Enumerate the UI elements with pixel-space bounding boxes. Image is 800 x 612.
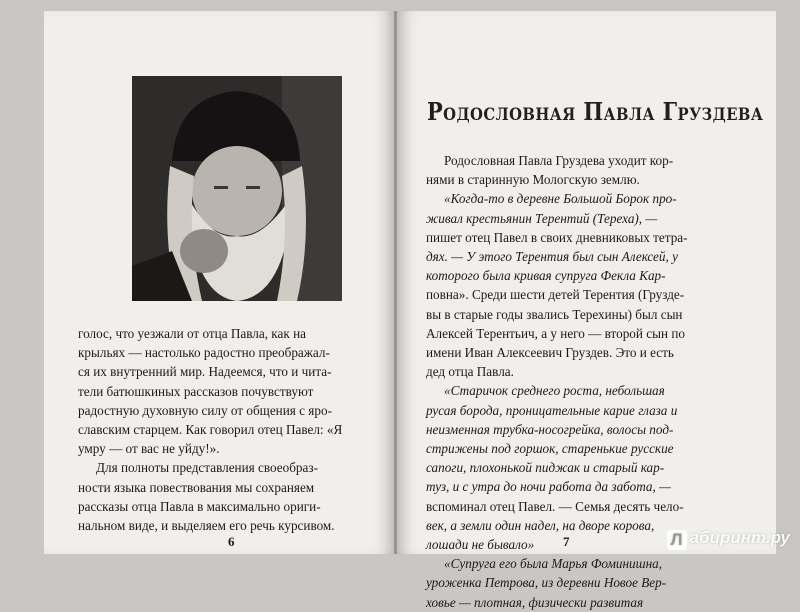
left-body-text bbox=[78, 324, 378, 535]
text-line: туз, и с утра до ночи работа да забота, — bbox=[426, 479, 671, 495]
text-line: голос, что уезжали от отца Павла, как на bbox=[78, 326, 306, 341]
labirint-logo-mark: Л bbox=[667, 530, 687, 550]
text-line: «Супруга его была Марья Фоминишна, bbox=[444, 556, 663, 572]
text-line: «Когда-то в деревне Большой Борок про- bbox=[444, 191, 677, 207]
text-line: век, а земли один надел, на дворе корова, bbox=[426, 517, 655, 533]
text-line: уроженка Петрова, из деревни Новое Вер- bbox=[426, 575, 667, 591]
text-line: рассказы отца Павла в максимально ориги- bbox=[78, 498, 321, 514]
text-line: вспоминал отец Павел. — Семья десять чело- bbox=[426, 498, 684, 514]
text-line: умру — от вас не уйду!». bbox=[78, 441, 220, 457]
text-line: дед отца Павла. bbox=[426, 364, 514, 380]
left-page bbox=[44, 11, 394, 554]
page-number-left: 6 bbox=[228, 534, 235, 549]
text-line: радостную духовную силу от общения с яро- bbox=[78, 402, 332, 418]
text-line: живал крестьянин Терентий (Тереха), — bbox=[426, 210, 658, 226]
text-line: ся их внутренний мир. Надеемся, что и чита- bbox=[78, 364, 332, 380]
text-line: Родословная Павла Груздева уходит кор- bbox=[444, 153, 674, 168]
portrait-photo bbox=[132, 76, 342, 301]
text-line: которого была кривая супруга Фекла Кар- bbox=[426, 268, 666, 284]
text-line: русая борода, проницательные карие глаза и bbox=[426, 402, 678, 418]
text-line: вы в старые годы звались Терехины) был сын bbox=[426, 306, 683, 322]
watermark-text: абиринт.ру bbox=[689, 528, 790, 547]
text-line: славским старцем. Как говорил отец Павел: «Я bbox=[78, 422, 343, 438]
text-line: Алексей Терентьич, а у него — второй сын по bbox=[426, 325, 685, 341]
text-line: крыльях — настолько радостно преображал- bbox=[78, 345, 330, 361]
text-line: тели батюшкиных рассказов почувствуют bbox=[78, 383, 314, 399]
text-line: дях. — У этого Терентия был сын Алексей, у bbox=[426, 249, 678, 265]
text-line: «Старичок среднего роста, небольшая bbox=[444, 383, 665, 399]
text-line: пишет отец Павел в своих дневниковых тетра- bbox=[426, 229, 688, 245]
page-number-right: 7 bbox=[563, 534, 570, 549]
text-line: повна». Среди шести детей Терентия (Грузде- bbox=[426, 287, 685, 303]
labirint-watermark bbox=[667, 528, 790, 550]
chapter-heading: Родословная Павла Груздева bbox=[427, 97, 764, 126]
text-line: Для полноты представления своеобраз- bbox=[96, 460, 318, 476]
text-line: нальном виде, и выделяем его речь курсивом. bbox=[78, 518, 335, 534]
text-line: нями в старинную Мологскую землю. bbox=[426, 172, 640, 188]
text-line: неизменная трубка-носогрейка, волосы под- bbox=[426, 421, 674, 437]
text-line: ности языка повествования мы сохраняем bbox=[78, 479, 315, 495]
text-line: стрижены под горшок, старенькие русские bbox=[426, 441, 674, 457]
text-line: ховье — плотная, физически развитая bbox=[426, 594, 644, 610]
text-line: имени Иван Алексеевич Груздев. Это и есть bbox=[426, 345, 674, 361]
text-line: лошади не бывало» bbox=[426, 537, 535, 553]
text-line: сапоги, плохонькой пиджак и старый кар- bbox=[426, 460, 665, 476]
right-page bbox=[397, 11, 776, 610]
